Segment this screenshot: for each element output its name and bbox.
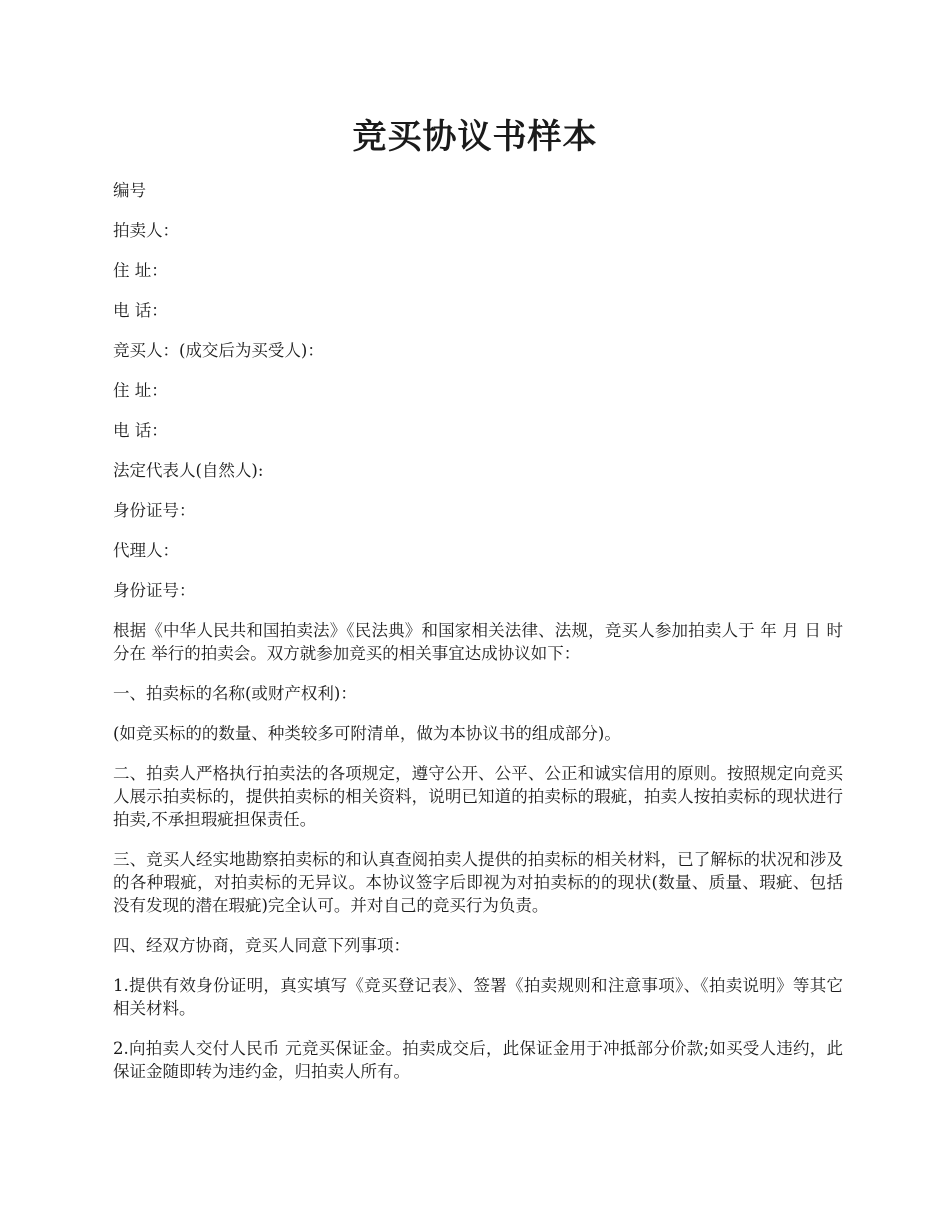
field-bidder-address: 住 址：: [113, 381, 168, 400]
field-serial-number: 编号: [113, 181, 146, 200]
field-bidder-phone: 电 话：: [113, 421, 168, 440]
paragraph-clause-4-item-1: 1.提供有效身份证明，真实填写《竞买登记表》、签署《拍卖规则和注意事项》、《拍卖说明》等其它相关材料。: [113, 976, 843, 1018]
paragraph-clause-4-item-2: 2.向拍卖人交付人民币 元竞买保证金。拍卖成交后，此保证金用于冲抵部分价款;如买受人违约，此保证金随即转为违约金，归拍卖人所有。: [113, 1039, 843, 1081]
paragraph-clause-2: 二、拍卖人严格执行拍卖法的各项规定，遵守公开、公平、公正和诚实信用的原则。按照规定向竞买人展示拍卖标的，提供拍卖标的相关资料，说明已知道的拍卖标的瑕疵，拍卖人按拍卖标的现状进行拍卖,不承担瑕疵担保责任。: [113, 764, 843, 829]
paragraph-clause-1-note: (如竞买标的的数量、种类较多可附清单，做为本协议书的组成部分)。: [113, 724, 621, 743]
field-agent-id-number: 身份证号：: [113, 581, 196, 600]
field-id-number: 身份证号：: [113, 501, 196, 520]
field-auctioneer: 拍卖人：: [113, 221, 179, 240]
paragraph-clause-1: 一、拍卖标的名称(或财产权利)：: [113, 684, 357, 703]
document-body: [113, 179, 843, 1100]
field-agent: 代理人：: [113, 541, 179, 560]
paragraph-preamble: 根据《中华人民共和国拍卖法》《民法典》和国家相关法律、法规，竞买人参加拍卖人于 年 月 日 时 分在 举行的拍卖会。双方就参加竞买的相关事宜达成协议如下：: [113, 621, 843, 663]
paragraph-clause-4: 四、经双方协商，竞买人同意下列事项：: [113, 936, 410, 955]
field-auctioneer-address: 住 址：: [113, 261, 168, 280]
field-auctioneer-phone: 电 话：: [113, 301, 168, 320]
paragraph-clause-3: 三、竞买人经实地勘察拍卖标的和认真查阅拍卖人提供的拍卖标的相关材料，已了解标的状况和涉及的各种瑕疵，对拍卖标的无异议。本协议签字后即视为对拍卖标的的现状(数量、质量、瑕疵、包括没有发现的潜在瑕疵)完全认可。并对自己的竞买行为负责。: [113, 850, 843, 915]
document-title: 竞买协议书样本: [352, 117, 598, 157]
field-bidder: 竞买人：(成交后为买受人)：: [113, 341, 324, 360]
field-legal-representative: 法定代表人(自然人):: [113, 461, 264, 480]
